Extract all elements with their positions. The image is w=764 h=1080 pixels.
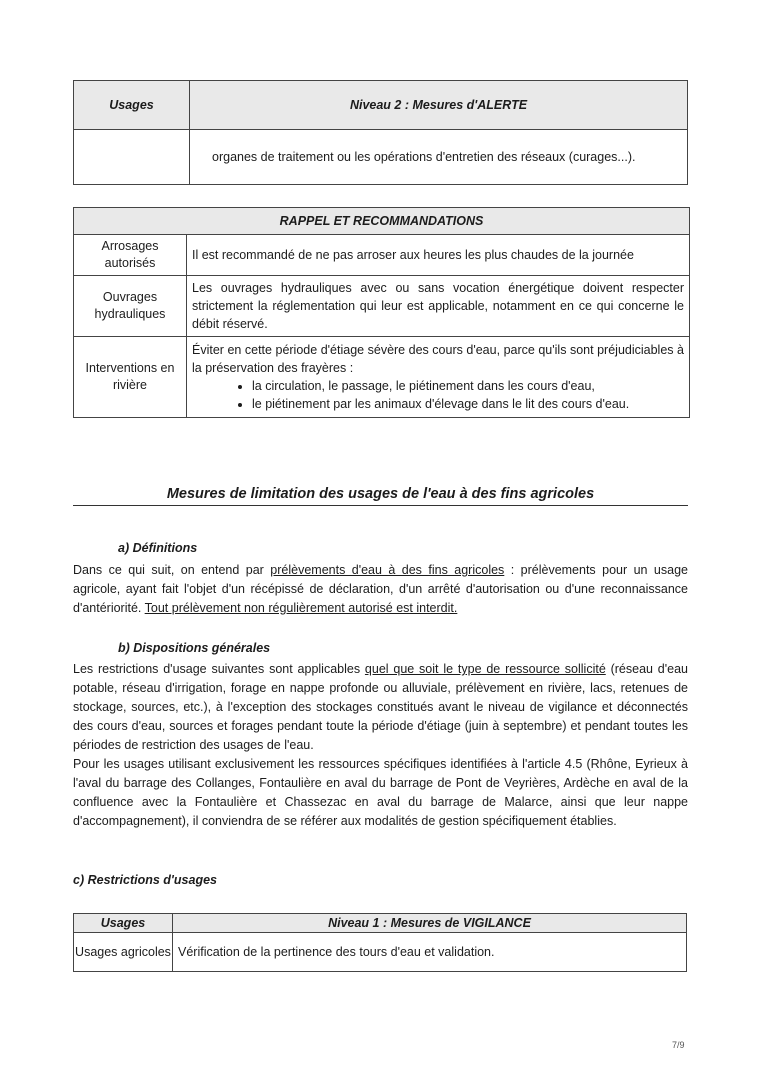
row-text: Les ouvrages hydrauliques avec ou sans vocation énergétique doivent respecter strictement la réglementation qui leur est applicable, notamment en ce qui concerne le débit réservé. xyxy=(187,276,690,337)
level1-header: Niveau 1 : Mesures de VIGILANCE xyxy=(173,914,687,933)
text: (réseau d'eau potable, réseau d'irrigation, forage en nappe profonde ou alluviale, prélèvement en rivière, lacs, retenues de stockage, sources, etc.), à l'exception des stockages constitués avant le niveau de vigilance et déconnectés des cours d'eau, sources et forages pendant toute la période d'étiage (juin à septembre) et pendant toutes les périodes de restriction des usages de l'eau. xyxy=(73,662,688,752)
page-number: 7/9 xyxy=(672,1040,685,1050)
recommendations-header: RAPPEL ET RECOMMANDATIONS xyxy=(74,208,690,235)
section-title: Mesures de limitation des usages de l'eau à des fins agricoles xyxy=(73,486,688,506)
list-item: • la circulation, le passage, le piétinement dans les cours d'eau, xyxy=(252,377,684,395)
row-label: Usages agricoles xyxy=(74,933,173,972)
row-label: Arrosages autorisés xyxy=(74,235,187,276)
alert-measures-table xyxy=(73,80,688,185)
text: Les restrictions d'usage suivantes sont applicables xyxy=(73,662,365,676)
alert-row-text: organes de traitement ou les opérations d'entretien des réseaux (curages...). xyxy=(190,130,688,185)
dispositions-heading: b) Dispositions générales xyxy=(118,641,271,655)
usages-header: Usages xyxy=(74,81,190,130)
row-text-with-list xyxy=(187,337,690,418)
vigilance-measures-table xyxy=(73,913,687,972)
bullet-list xyxy=(192,377,684,413)
empty-cell xyxy=(74,130,190,185)
dispositions-paragraph-1 xyxy=(73,660,688,755)
text: : prélèvements pour un usage agricole, ayant fait l'objet d'un récépissé de déclaration, d'un arrêté d'autorisation ou d'une reconnaissance d'antériorité. xyxy=(73,563,688,615)
definitions-paragraph xyxy=(73,561,688,618)
dispositions-paragraph-2: Pour les usages utilisant exclusivement les ressources spécifiques identifiées à l'article 4.5 (Rhône, Eyrieux à l'aval du barrage des Collanges, Fontaulière en aval du barrage de Pont de Veyrières, Ardèche en aval de la confluence avec la Fontaulière et Chassezac en aval du barrage de Malarce, ainsi que leur nappe d'accompagnement), il conviendra de se référer aux modalités de gestion spécifiquement établies. xyxy=(73,757,688,828)
underlined-term: prélèvements d'eau à des fins agricoles xyxy=(270,563,505,577)
intro-text: Éviter en cette période d'étiage sévère des cours d'eau, parce qu'ils sont préjudiciables à la préservation des frayères : xyxy=(192,343,684,375)
underlined-sentence: Tout prélèvement non régulièrement autorisé est interdit. xyxy=(144,601,458,615)
list-item: • le piétinement par les animaux d'élevage dans le lit des cours d'eau. xyxy=(252,395,684,413)
row-text: Vérification de la pertinence des tours d'eau et validation. xyxy=(173,933,687,972)
row-text: Il est recommandé de ne pas arroser aux heures les plus chaudes de la journée xyxy=(187,235,690,276)
row-label: Ouvrages hydrauliques xyxy=(74,276,187,337)
level2-header: Niveau 2 : Mesures d'ALERTE xyxy=(190,81,688,130)
restrictions-heading: c) Restrictions d'usages xyxy=(73,873,217,887)
text: Dans ce qui suit, on entend par xyxy=(73,563,271,577)
underlined-phrase: quel que soit le type de ressource sollicité xyxy=(364,662,606,676)
definitions-heading: a) Définitions xyxy=(118,541,198,555)
usages-header: Usages xyxy=(74,914,173,933)
recommendations-table xyxy=(73,207,690,418)
row-label: Interventions en rivière xyxy=(74,337,187,418)
